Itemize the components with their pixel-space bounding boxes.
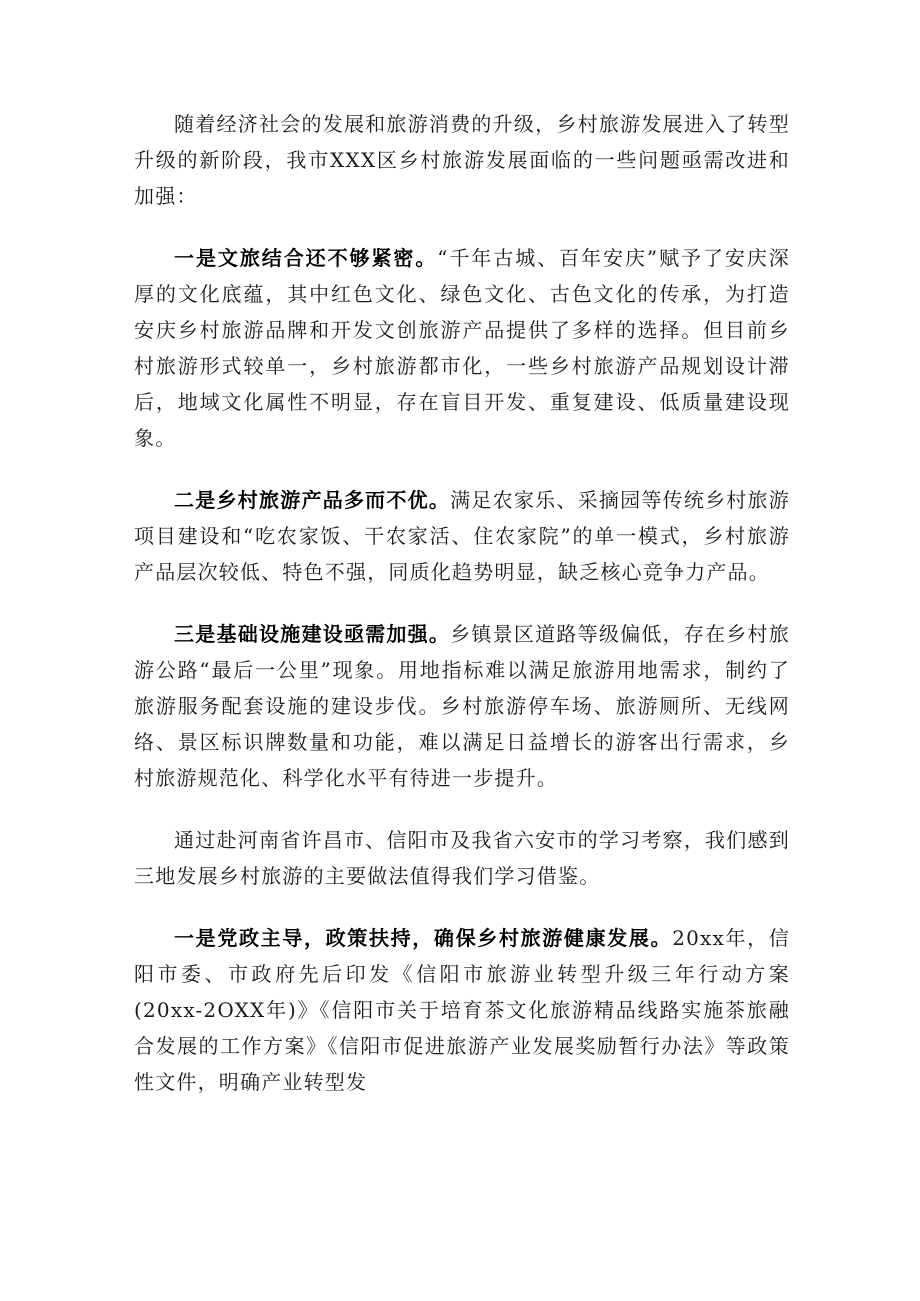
paragraph-issue-2 [134,482,790,590]
paragraph-intro [134,106,790,214]
paragraph-text: 20xx年，信阳市委、市政府先后印发《信阳市旅游业转型升级三年行动方案(20xx-2OXX年)》《信阳市关于培育茶文化旅游精品线路实施茶旅融合发展的工作方案》《信阳市促进旅游产业发展奖励暂行办法》等政策性文件，明确产业转型发 [134,926,790,1094]
paragraph-study-intro [134,822,790,894]
paragraph-lead: 一是党政主导，政策扶持，确保乡村旅游健康发展。 [174,926,673,950]
paragraph-text: 随着经济社会的发展和旅游消费的升级，乡村旅游发展进入了转型升级的新阶段，我市XXX区乡村旅游发展面临的一些问题亟需改进和加强： [134,112,790,208]
document-body [134,106,790,1126]
paragraph-text: “千年古城、百年安庆”赋予了安庆深厚的文化底蕴，其中红色文化、绿色文化、古色文化的传承，为打造安庆乡村旅游品牌和开发文创旅游产品提供了多样的选择。但目前乡村旅游形式较单一，乡村旅游都市化，一些乡村旅游产品规划设计滞后，地域文化属性不明显，存在盲目开发、重复建设、低质量建设现象。 [134,246,790,450]
paragraph-text: 通过赴河南省许昌市、信阳市及我省六安市的学习考察，我们感到三地发展乡村旅游的主要做法值得我们学习借鉴。 [134,828,790,888]
paragraph-lead: 二是乡村旅游产品多而不优。 [174,488,451,512]
paragraph-lead: 三是基础设施建设亟需加强。 [174,622,451,646]
paragraph-text: 乡镇景区道路等级偏低，存在乡村旅游公路“最后一公里”现象。用地指标难以满足旅游用地需求，制约了旅游服务配套设施的建设步伐。乡村旅游停车场、旅游厕所、无线网络、景区标识牌数量和功能，难以满足日益增长的游客出行需求，乡村旅游规范化、科学化水平有待进一步提升。 [134,622,790,790]
paragraph-text: 满足农家乐、采摘园等传统乡村旅游项目建设和“吃农家饭、干农家活、住农家院”的单一模式，乡村旅游产品层次较低、特色不强，同质化趋势明显，缺乏核心竞争力产品。 [134,488,790,584]
paragraph-issue-1 [134,240,790,456]
paragraph-issue-3 [134,616,790,796]
paragraph-lead: 一是文旅结合还不够紧密。 [174,246,438,270]
paragraph-lesson-1 [134,920,790,1100]
